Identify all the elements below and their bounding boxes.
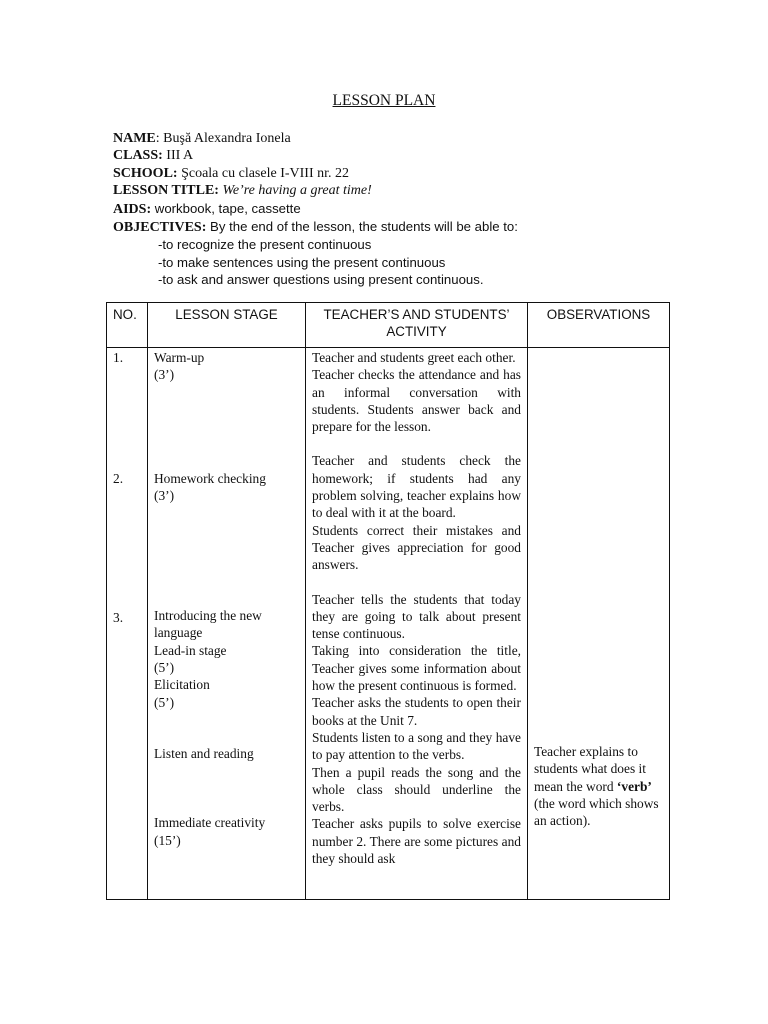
- stage-label: Elicitation: [154, 677, 210, 693]
- observation-text: [534, 743, 663, 829]
- stage-label: Introducing the new: [154, 608, 262, 624]
- lesson-table: [106, 302, 670, 900]
- class-line: [113, 147, 518, 164]
- stage-label: Listen and reading: [154, 745, 254, 761]
- objectives-line: [113, 218, 518, 236]
- name-value: : Buşă Alexandra Ionela: [155, 131, 291, 146]
- lesson-header: [113, 130, 518, 289]
- table-row: [107, 348, 670, 900]
- observation-term: ‘verb’: [616, 778, 652, 794]
- activities: [306, 348, 528, 900]
- school-line: [113, 165, 518, 182]
- activity-text: Teacher tells the students that today they are going to talk about present tense continuous.: [312, 591, 521, 642]
- activity-text: Teacher checks the attendance and has an informal conversation with students. Students answer back and prepare for the lesson.: [312, 367, 521, 435]
- stage-label: Immediate creativity: [154, 815, 266, 831]
- name-label: NAME: [113, 131, 156, 146]
- stage-duration: (15’): [154, 832, 181, 848]
- observations: [528, 348, 670, 900]
- aids-line: [113, 200, 518, 218]
- lesson-stages: [148, 348, 306, 900]
- activity-text: Then a pupil reads the song and the whole class should underline the verbs.: [312, 764, 521, 815]
- stage-duration: (3’): [154, 367, 175, 383]
- objective-item: -to recognize the present continuous: [158, 237, 372, 253]
- lesson-title-value: We’re having a great time!: [222, 183, 372, 199]
- stage-duration: (3’): [154, 487, 175, 503]
- stage-label: Warm-up: [154, 350, 205, 365]
- stage-label: Lead-in stage: [154, 642, 227, 658]
- name-line: [113, 130, 518, 147]
- row-number: 3.: [113, 609, 124, 625]
- activity-text: Teacher and students greet each other.: [312, 350, 516, 365]
- activity-text: Students listen to a song and they have to pay attention to the verbs.: [312, 729, 521, 763]
- activity-text: Teacher and students check the homework; if students had any problem solving, teacher explains how to deal with it at the board.: [312, 453, 521, 521]
- header-observations: OBSERVATIONS: [528, 303, 670, 348]
- activity-text: Students correct their mistakes and Teacher gives appreciation for good answers.: [312, 522, 521, 573]
- row-number: 1.: [113, 350, 124, 365]
- row-numbers: [107, 348, 148, 900]
- lesson-title-label: LESSON TITLE:: [113, 183, 219, 199]
- observation-pre: Teacher explains to students what does it mean the word: [534, 744, 646, 794]
- objectives-intro: By the end of the lesson, the students will be able to:: [206, 219, 518, 235]
- aids-value: workbook, tape, cassette: [151, 200, 301, 216]
- activity-text: Teacher asks the students to open their books at the Unit 7.: [312, 695, 521, 728]
- header-no: NO.: [107, 303, 148, 348]
- observation-post: (the word which shows an action).: [534, 795, 659, 829]
- activity-text: Teacher asks pupils to solve exercise number 2. There are some pictures and they should ask: [312, 816, 521, 867]
- header-lesson-stage: LESSON STAGE: [148, 303, 306, 348]
- page-title: LESSON PLAN: [332, 92, 436, 109]
- objective-item: -to ask and answer questions using present continuous.: [158, 272, 484, 288]
- school-label: SCHOOL:: [113, 165, 178, 181]
- stage-duration: (5’): [154, 694, 175, 710]
- aids-label: AIDS:: [113, 201, 152, 217]
- objectives-label: OBJECTIVES:: [113, 220, 207, 236]
- table-header-row: [107, 303, 670, 348]
- objective-item: -to make sentences using the present continuous: [158, 254, 446, 270]
- class-value: III A: [162, 148, 194, 164]
- class-label: CLASS:: [113, 148, 163, 164]
- stage-duration: (5’): [154, 660, 175, 676]
- activity-text: Taking into consideration the title, Teacher gives some information about how the present continuous is formed.: [312, 643, 521, 694]
- stage-label: language: [154, 625, 203, 641]
- stage-label: Homework checking: [154, 470, 266, 486]
- school-value: Şcoala cu clasele I-VIII nr. 22: [177, 165, 350, 181]
- lesson-title-line: [113, 182, 518, 199]
- header-activity: TEACHER’S AND STUDENTS’ ACTIVITY: [306, 303, 528, 348]
- row-number: 2.: [113, 471, 124, 487]
